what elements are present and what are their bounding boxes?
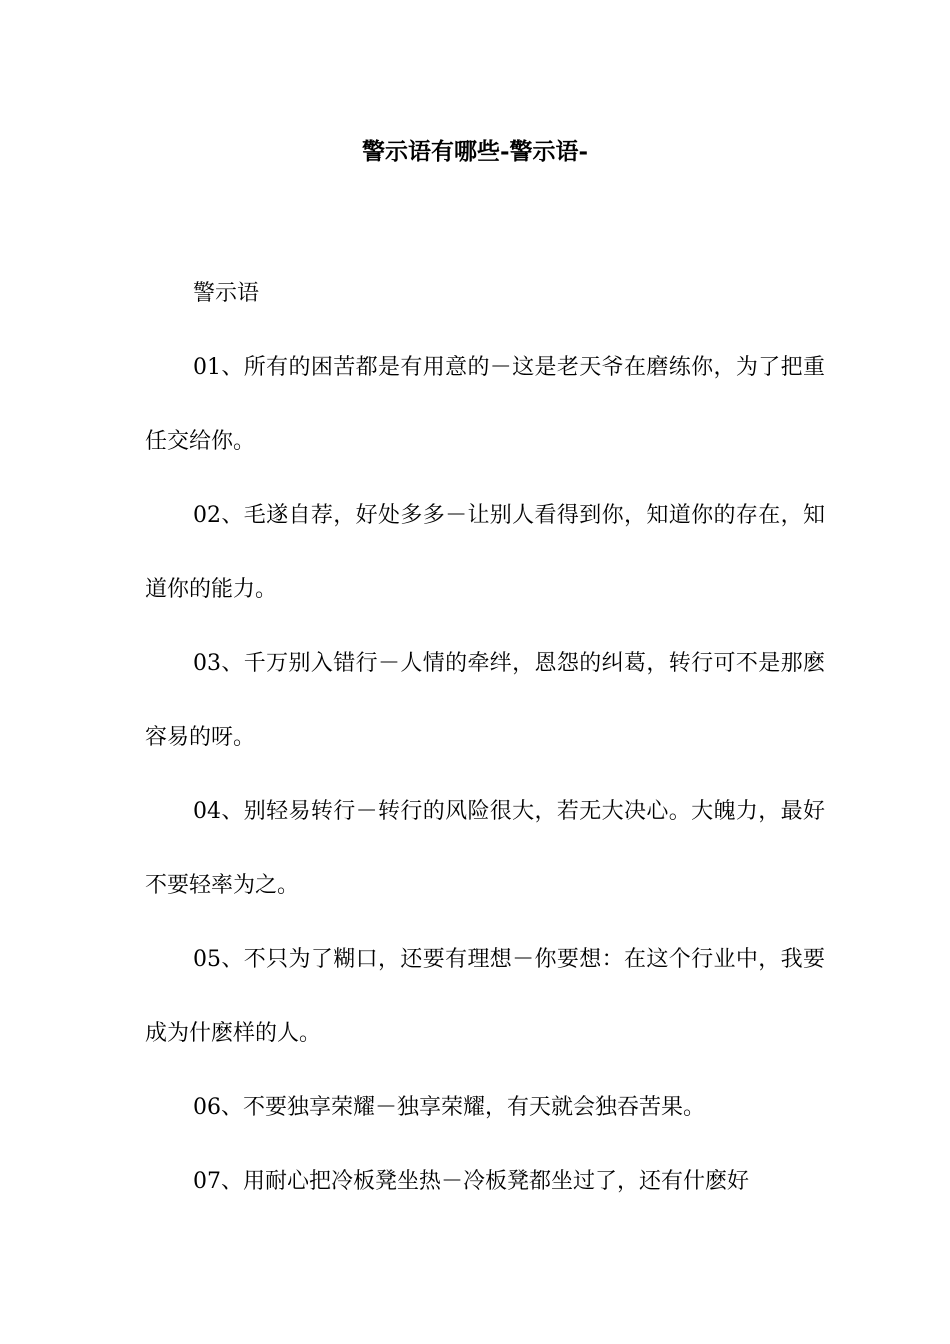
- document-title: 警示语有哪些-警示语-: [361, 138, 589, 165]
- paragraph-heading: 警示语: [193, 281, 260, 306]
- paragraph-item-05: 05、不只为了糊口，还要有理想－你要想：在这个行业中，我要成为什麽样的人。: [145, 947, 825, 1046]
- paragraph-item-03: 03、千万别入错行－人情的牵绊，恩怨的纠葛，转行可不是那麽容易的呀。: [145, 651, 825, 750]
- paragraph-item-07: 07、用耐心把冷板凳坐热－冷板凳都坐过了，还有什麽好: [193, 1169, 749, 1194]
- paragraph-item-02: 02、毛遂自荐，好处多多－让别人看得到你，知道你的存在，知道你的能力。: [145, 503, 825, 602]
- paragraph-item-04: 04、别轻易转行－转行的风险很大，若无大决心。大魄力，最好不要轻率为之。: [145, 799, 825, 898]
- paragraph-item-06: 06、不要独享荣耀－独享荣耀，有天就会独吞苦果。: [193, 1095, 705, 1120]
- document-body: [145, 257, 825, 1219]
- paragraph-item-01: 01、所有的困苦都是有用意的－这是老天爷在磨练你，为了把重任交给你。: [145, 355, 825, 454]
